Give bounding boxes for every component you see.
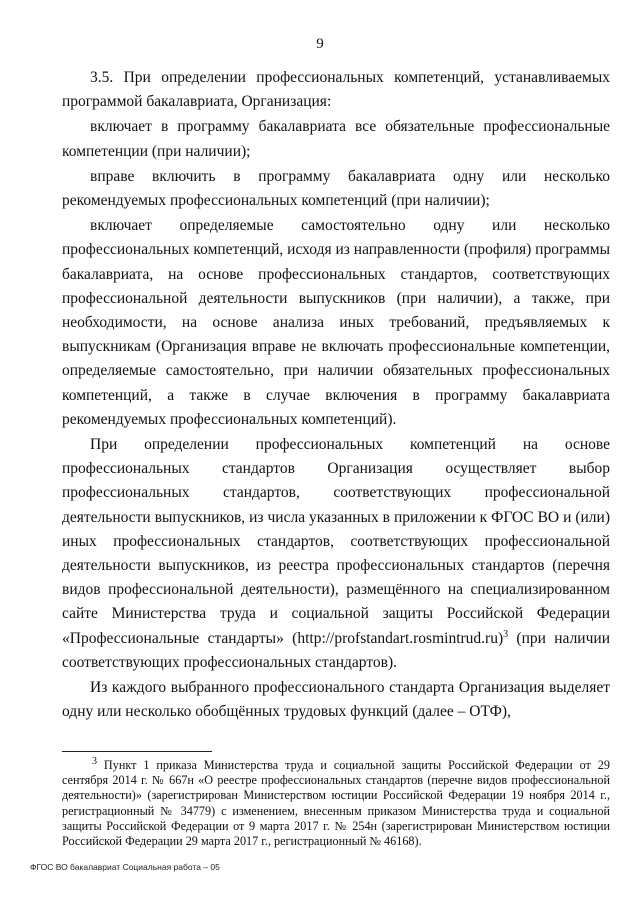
footnote-separator <box>62 751 212 752</box>
document-body <box>62 66 610 724</box>
footnote-text: Пункт 1 приказа Министерства труда и социальной защиты Российской Федерации от 29 сентября 2014 г. № 667н «О реестре профессиональных стандартов (перечне видов профессиональной деятельности)» (зарегистрирован Министерством юстиции Российской Федерации 19 ноября 2014 г., регистрационный № 34779) с изменением, внесенным приказом Министерства труда и социальной защиты Российской Федерации от 9 марта 2017 г. № 254н (зарегистрирован Министерством юстиции Российской Федерации 29 марта 2017 г., регистрационный № 46168). <box>62 758 610 849</box>
footnote <box>62 755 610 849</box>
footnote-reference[interactable]: 3 <box>503 628 509 640</box>
page-number: 9 <box>316 36 324 52</box>
paragraph-mandatory-competencies: включает в программу бакалавриата все обязательные профессиональные компетенции (при наличии); <box>62 118 610 160</box>
paragraph-generalized-labor-functions: Из каждого выбранного профессионального стандарта Организация выделяет одну или несколько обобщённых трудовых функций (далее – ОТФ), <box>62 679 610 721</box>
paragraph-3-5-intro: 3.5. При определении профессиональных компетенций, устанавливаемых программой бакалавриата, Организация: <box>62 69 610 111</box>
paragraph-self-defined-competencies: включает определяемые самостоятельно одну или несколько профессиональных компетенций, исходя из направленности (профиля) программы бакалавриата, на основе профессиональных стандартов, соответствующих профессиональной деятельности выпускников (при наличии), а также, при необходимости, на основе анализа иных требований, предъявляемых к выпускникам (Организация вправе не включать профессиональные компетенции, определяемые самостоятельно, при наличии обязательных профессиональных компетенций, а также в случае включения в программу бакалавриата рекомендуемых профессиональных компетенций). <box>62 217 610 428</box>
paragraph-text-before-footnote: При определении профессиональных компетенций на основе профессиональных стандартов Организация осуществляет выбор профессиональных стандартов, соответствующих профессиональной деятельности выпускников, из числа указанных в приложении к ФГОС ВО и (или) иных профессиональных стандартов, соответствующих профессиональной деятельности выпускников, из реестра профессиональных стандартов (перечня видов профессиональной деятельности), размещённого на специализированном сайте Министерства труда и социальной защиты Российской Федерации «Профессиональные стандарты» (http://profstandart.rosmintrud.ru) <box>62 436 610 647</box>
paragraph-text-after-footnote: (при наличии соответствующих профессиональных стандартов). <box>62 629 610 671</box>
page-footer: ФГОС ВО бакалавриат Социальная работа – 05 <box>30 862 220 872</box>
paragraph-professional-standards <box>62 433 610 675</box>
paragraph-recommended-competencies: вправе включить в программу бакалавриата одну или несколько рекомендуемых профессиональных компетенций (при наличии); <box>62 167 610 210</box>
footnote-marker: 3 <box>92 755 97 767</box>
